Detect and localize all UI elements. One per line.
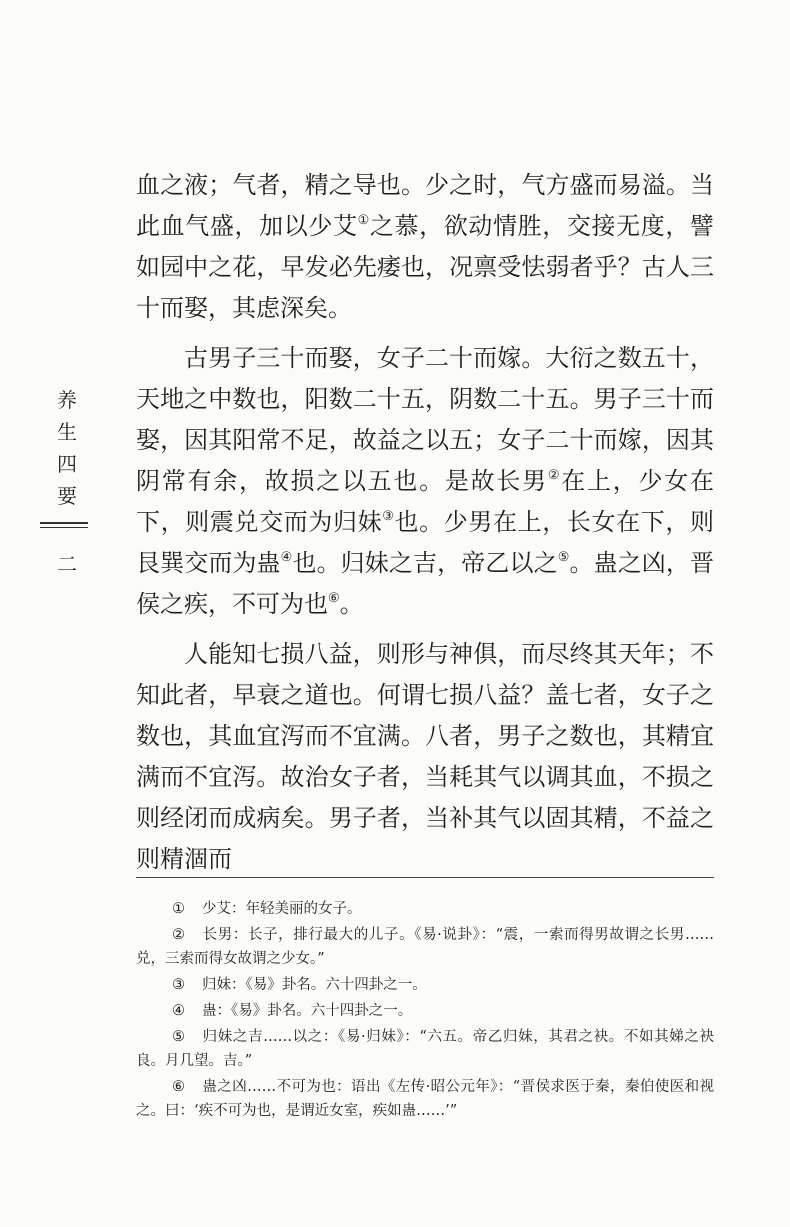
footnote-ref-5[interactable]: ⑤ [557, 550, 570, 565]
footnotes [136, 897, 714, 1125]
footnote-mark: ② [172, 927, 185, 943]
paragraph-text: 古男子三十而娶，女子二十而嫁。大衍之数五十，天地之中数也，阳数二十五，阴数二十五。男子三十而娶，因其阳常不足，故益之以五；女子二十而嫁，因其阴常有余，故损之以五也。是故长男 [136, 344, 714, 495]
running-header-char: 养 [57, 388, 77, 412]
footnote-text: 归妹：《易》卦名。六十四卦之一。 [202, 977, 427, 993]
paragraph-text: 之慕，欲动情胜，交接无度，譬如园中之花，早发必先痿也，况禀受怯弱者乎？古人三十而娶，其虑深矣。 [136, 212, 715, 322]
footnote-divider [136, 877, 714, 878]
footnote-mark: ④ [172, 1003, 185, 1019]
paragraph-text: 人能知七损八益，则形与神俱，而尽终其天年；不知此者，早衰之道也。何谓七损八益？盖七者，女子之数也，其血宜泻而不宜满。八者，男子之数也，其精宜满而不宜泻。故治女子者，当耗其气以调其血，不损之则经闭而成病矣。男子者，当补其气以固其精，不益之则精涸而 [136, 640, 714, 873]
running-header-char: 要 [57, 484, 77, 508]
footnote-text: 归妹之吉……以之：《易·归妹》：“六五。帝乙归妹，其君之袂。不如其娣之袂良。月几望。吉。” [136, 1029, 714, 1069]
paragraph-2 [136, 338, 714, 625]
footnote-1 [136, 897, 714, 921]
running-header-rule-thin [40, 527, 88, 528]
footnote-text: 蛊：《易》卦名。六十四卦之一。 [202, 1003, 413, 1019]
footnote-ref-3[interactable]: ③ [382, 509, 395, 524]
footnote-ref-6[interactable]: ⑥ [328, 591, 340, 606]
body-text [136, 165, 714, 889]
paragraph-text: 。 [339, 590, 364, 618]
footnote-mark: ③ [172, 977, 185, 993]
paragraph-text: 在上，少女在下，则震兑交而为归妹 [136, 467, 715, 536]
footnote-mark: ⑤ [172, 1029, 185, 1045]
footnote-5 [136, 1025, 714, 1073]
footnote-6 [136, 1075, 714, 1123]
footnote-3 [136, 973, 714, 997]
footnote-mark: ⑥ [172, 1079, 185, 1095]
paragraph-text: 。蛊之凶，晋侯之疾，不可为也 [136, 549, 715, 618]
footnote-mark: ① [172, 901, 185, 917]
running-header-rule [40, 522, 88, 524]
footnote-4 [136, 999, 714, 1023]
footnote-2 [136, 923, 714, 971]
paragraph-text: 血之液；气者，精之导也。少之时，气方盛而易溢。当此血气盛，加以少艾 [136, 171, 714, 240]
footnote-ref-2[interactable]: ② [547, 468, 562, 483]
paragraph-text: 也。归妹之吉，帝乙以之 [292, 549, 558, 577]
running-header-char: 生 [57, 420, 77, 444]
footnote-text: 长男：长子，排行最大的儿子。《易·说卦》：“震，一索而得男故谓之长男……兑，三索而得女故谓之少女。” [136, 927, 714, 967]
footnote-ref-4[interactable]: ④ [280, 550, 293, 565]
footnote-text: 少艾：年轻美丽的女子。 [202, 901, 362, 917]
paragraph-text: 也。少男在上，长女在下，则艮巽交而为蛊 [136, 508, 715, 577]
paragraph-3 [136, 634, 714, 880]
footnote-text: 蛊之凶……不可为也：语出《左传·昭公元年》：“晋侯求医于秦，秦伯使医和视之。曰：‘疾不可为也，是谓近女室，疾如蛊……’” [136, 1079, 714, 1119]
footnote-ref-1[interactable]: ① [357, 213, 370, 228]
running-header-char: 四 [57, 452, 77, 476]
paragraph-1 [136, 165, 714, 329]
running-header-title [52, 384, 82, 512]
page-number: 二 [57, 552, 77, 576]
